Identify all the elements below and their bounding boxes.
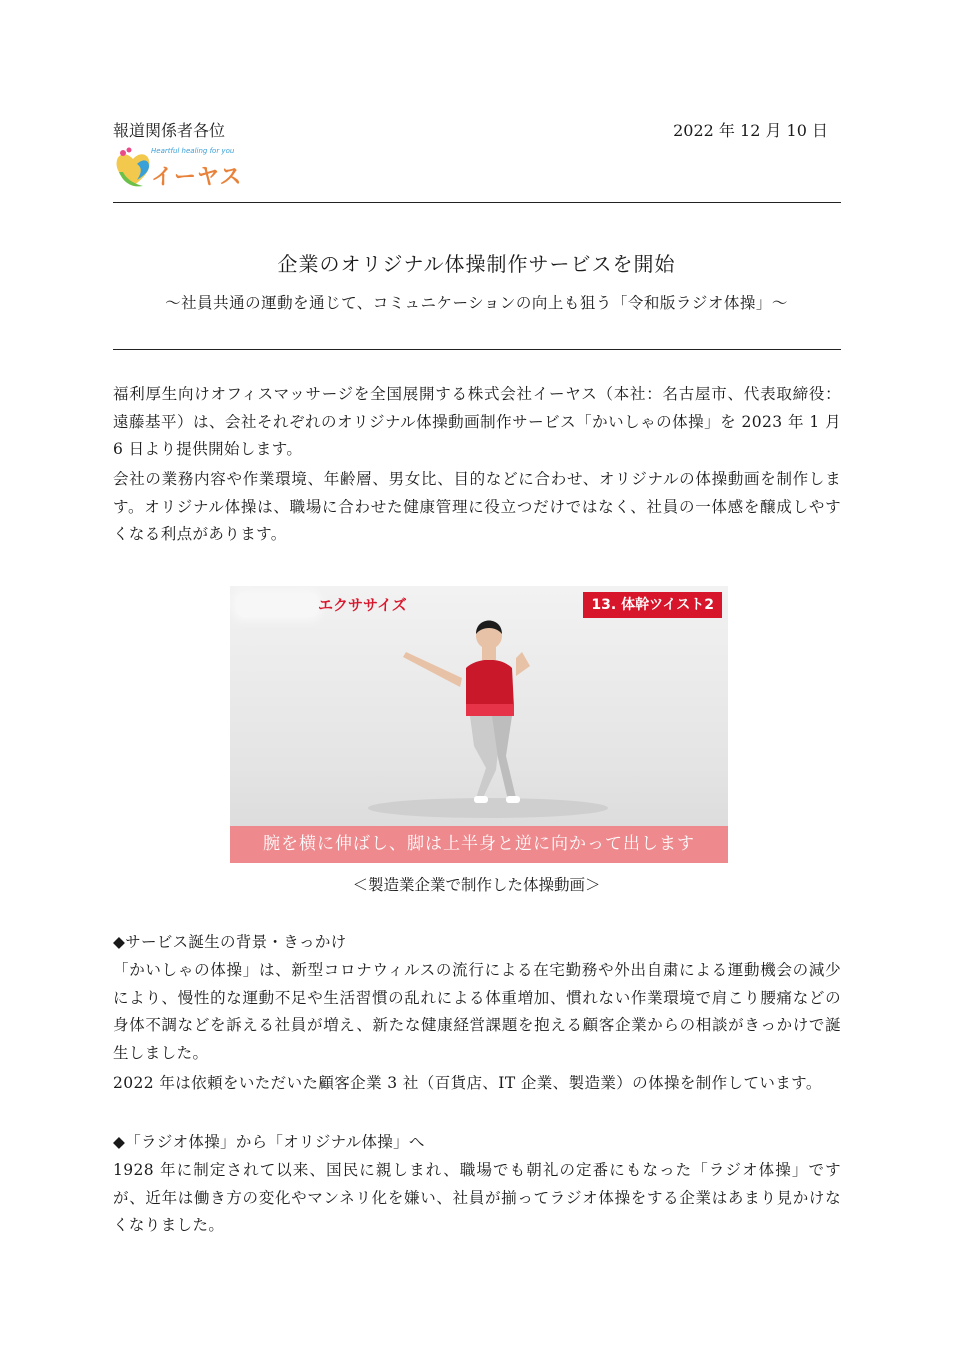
section-heading-background: ◆サービス誕生の背景・きっかけ (113, 933, 347, 951)
divider-title (113, 349, 841, 350)
company-logo (113, 146, 243, 192)
heart-hands-icon (113, 146, 153, 192)
section1-paragraph-1: 「かいしゃの体操」は、新型コロナウィルスの流行による在宅勤務や外出自粛による運動機会の減少により、慢性的な運動不足や生活習慣の乱れによる体重増加、慣れない作業環境で肩こり腰痛などの身体不調などを訴える社員が増え、新たな健康経営課題を抱える顧客企業からの相談がきっかけで誕生しました。 (113, 961, 841, 1062)
section-heading-original-exercise: ◆「ラジオ体操」から「オリジナル体操」へ (113, 1133, 425, 1151)
logo-tagline: Heartful healing for you (151, 147, 235, 155)
blurred-company-name (236, 593, 318, 617)
dancer-figure (230, 586, 728, 826)
figure-caption: ＜製造業企業で制作した体操動画＞ (352, 876, 601, 894)
divider-top (113, 202, 841, 203)
video-title: エクササイズ (318, 596, 407, 614)
addressee: 報道関係者各位 (113, 121, 226, 140)
page-subtitle: 〜社員共通の運動を通じて、コミュニケーションの向上も狙う「令和版ラジオ体操」〜 (165, 294, 788, 312)
section1-paragraph-2: 2022 年は依頼をいただいた顧客企業 3 社（百貨店、IT 企業、製造業）の体操を制作しています。 (113, 1074, 822, 1092)
intro-paragraph-2: 会社の業務内容や作業環境、年齢層、男女比、目的などに合わせ、オリジナルの体操動画を制作します。オリジナル体操は、職場に合わせた健康管理に役立つだけではなく、社員の一体感を醸成しやすくなる利点があります。 (113, 470, 841, 543)
release-date: 2022 年 12 月 10 日 (673, 121, 828, 140)
page-title: 企業のオリジナル体操制作サービスを開始 (277, 252, 676, 276)
intro-paragraph-1: 福利厚生向けオフィスマッサージを全国展開する株式会社イーヤス（本社：名古屋市、代表取締役：遠藤基平）は、会社それぞれのオリジナル体操動画制作サービス「かいしゃの体操」を 2023 年 1 月 6 日より提供開始します。 (113, 385, 841, 458)
video-subtitle: 腕を横に伸ばし、脚は上半身と逆に向かって出します (230, 826, 728, 863)
exercise-video-still (230, 586, 728, 863)
section2-paragraph-1: 1928 年に制定されて以来、国民に親しまれ、職場でも朝礼の定番にもなった「ラジオ体操」ですが、近年は働き方の変化やマンネリ化を嫌い、社員が揃ってラジオ体操をする企業はあまり見かけなくなりました。 (113, 1161, 841, 1234)
logo-name: イーヤス (151, 165, 243, 190)
exercise-badge: 13. 体幹ツイスト2 (583, 592, 722, 618)
